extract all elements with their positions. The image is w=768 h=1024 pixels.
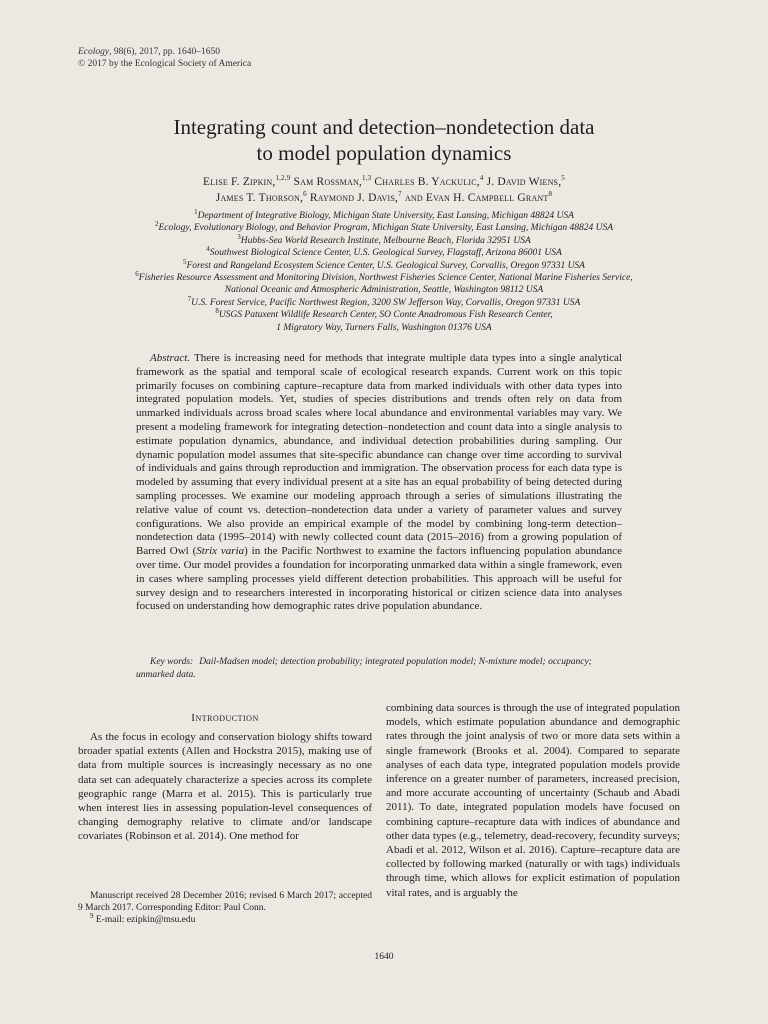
- author-name: Sam Rossman,: [290, 176, 362, 188]
- intro-left-column: As the focus in ecology and conservation biology shifts toward broader spatial extents (Allen and Hockstra 2015), making use of data from multiple sources is increasingly necessary as no one data set can adequately characterize a species across its complete geographic range (Marra et al. 2015). This is particularly true when interest lies in assessing population-level consequences of changing demography relative to climate and/or landscape covariates (Robinson et al. 2014). One method for: [78, 731, 372, 843]
- author-affiliation-mark: 1,3: [362, 174, 372, 183]
- species-name: Strix varia: [196, 545, 245, 558]
- footnote: [78, 890, 372, 926]
- manuscript-dates: Manuscript received 28 December 2016; revised 6 March 2017; accepted 9 March 2017. Corresponding Editor: Paul Conn.: [78, 891, 372, 913]
- affiliation-line: National Oceanic and Atmospheric Administration, Seattle, Washington 98112 USA: [224, 285, 544, 296]
- title-line-1: Integrating count and detection–nondetection data: [173, 115, 595, 139]
- keywords-text: Dail-Madsen model; detection probability; integrated population model; N-mixture model; occupancy; unmarked data.: [136, 657, 592, 680]
- keywords: [136, 656, 622, 681]
- authors-line-1: [100, 174, 668, 190]
- affiliation-line: $^6$Fisheries Resource Assessment and Monitoring Division, Northwest Fisheries Science Center, National Marine Fisheries Service,: [135, 269, 633, 284]
- affiliation-line: $^4$Southwest Biological Science Center, U.S. Geological Survey, Flagstaff, Arizona 86001 USA: [206, 245, 562, 259]
- copyright-line: © 2017 by the Ecological Society of America: [78, 59, 252, 69]
- paper-title: [0, 114, 768, 166]
- affiliation-line: $^1$Department of Integrative Biology, Michigan State University, East Lansing, Michigan 48824 USA: [194, 207, 574, 221]
- affiliation-line: $^2$Ecology, Evolutionary Biology, and Behavior Program, Michigan State University, East Lansing, Michigan 48824 USA: [154, 220, 614, 234]
- author-name: James T. Thorson,: [215, 192, 304, 204]
- author-name: Elise F. Zipkin,: [203, 176, 276, 188]
- author-affiliation-mark: 7: [398, 190, 402, 199]
- affiliation-line: $^8$USGS Patuxent Wildlife Research Center, SO Conte Anadromous Fish Research Center,: [215, 307, 553, 321]
- email-text: E-mail: ezipkin@msu.edu: [93, 915, 196, 925]
- page-number: 1640: [374, 952, 394, 962]
- author-affiliation-mark: 6: [303, 190, 307, 199]
- intro-right-column: combining data sources is through the use of integrated population models, which estimate population abundance and demographic rates through the joint analysis of two or more data sets within a single framework (Brooks et al. 2004). Compared to separate analyses of each data type, integrated population models provide inference on a greater number of parameters, increased precision, and more accurate accounting of uncertainty (Schaub and Abadi 2011). To date, integrated population models have focused on combining capture–recapture data with indices of abundance and other data types (e.g., telemetry, dead-recovery, fecundity surveys; Abadi et al. 2012, Wilson et al. 2016). Capture–recapture data are collected by following marked (naturally or with tags) individuals through time, which allows for explicit estimation of population vital rates, and is arguably the: [386, 702, 680, 899]
- abstract-text-continued: ) in the Pacific Northwest to examine the factors influencing population abundance over time. Our model provides a foundation for incorporating unmarked data within a single framework, even in cases where sampling processes yield different detection probabilities. This approach will be useful for survey design and to researchers interested in incorporating historical or citizen science data into analyses focused on understanding how demographic rates drive population abundance.: [136, 545, 622, 613]
- affiliation-line: $^3$Hubbs-Sea World Research Institute, Melbourne Beach, Florida 32951 USA: [237, 232, 531, 246]
- author-list: [100, 174, 668, 206]
- author-affiliation-mark: 1,2,9: [275, 174, 291, 183]
- keywords-label: Key words:: [150, 657, 194, 667]
- title-line-2: to model population dynamics: [256, 141, 512, 165]
- author-name: Charles B. Yackulic,: [371, 176, 480, 188]
- author-affiliation-mark: 5: [561, 174, 565, 183]
- author-name: and Evan H. Campbell Grant: [401, 192, 549, 204]
- affiliation-line: 1 Migratory Way, Turners Falls, Washington 01376 USA: [276, 322, 492, 333]
- author-affiliation-mark: 8: [548, 190, 553, 199]
- section-heading-introduction: Introduction: [191, 712, 259, 724]
- abstract-text: There is increasing need for methods that integrate multiple data types into a single analytical framework as the spatial and temporal scale of ecological research expands. Current work on this topic primarily focuses on combining capture–recapture data from marked individuals with other data types into integrated population models. Yet, studies of species distributions and trends often rely on data from unmarked individuals across broad scales where local abundance and environmental variables may vary. We present a modeling framework for integrating detection–nondetection and count data into a single analysis to estimate population dynamics, abundance, and individual detection probabilities during sampling. Our dynamic population model assumes that site-specific abundance can change over time according to survival of individuals and gains through reproduction and immigration. The observation process for each data type is modeled by assuming that every individual present at a site has an equal probability of being detected during sampling processes. We examine our modeling approach through a series of simulations illustrating the relative value of count vs. detection–nondetection data under a variety of parameter values and survey configurations. We also provide an empirical example of the model by combining long-term detection–nondetection data (1995–2014) with newly collected count data (2015–2016) from a growing population of Barred Owl (: [136, 352, 622, 558]
- affiliation-line: $^5$Forest and Rangeland Ecosystem Science Center, U.S. Geological Survey, Corvallis, Oregon 97331 USA: [183, 257, 585, 271]
- email-footnote: $^9$ E-mail: ezipkin@msu.edu: [90, 911, 196, 925]
- journal-citation: Ecology, 98(6), 2017, pp. 1640–1650: [78, 47, 220, 57]
- abstract: [136, 352, 622, 614]
- affiliations: [70, 207, 698, 334]
- abstract-label: Abstract.: [150, 352, 191, 364]
- affiliation-line: $^7$U.S. Forest Service, Pacific Northwest Region, 3200 SW Jefferson Way, Corvallis, Oregon 97331 USA: [187, 294, 581, 308]
- author-name: J. David Wiens,: [483, 176, 562, 188]
- author-affiliation-mark: 4: [479, 174, 484, 183]
- author-name: Raymond J. Davis,: [306, 192, 399, 204]
- authors-line-2: [100, 190, 668, 206]
- journal-header: [78, 46, 251, 70]
